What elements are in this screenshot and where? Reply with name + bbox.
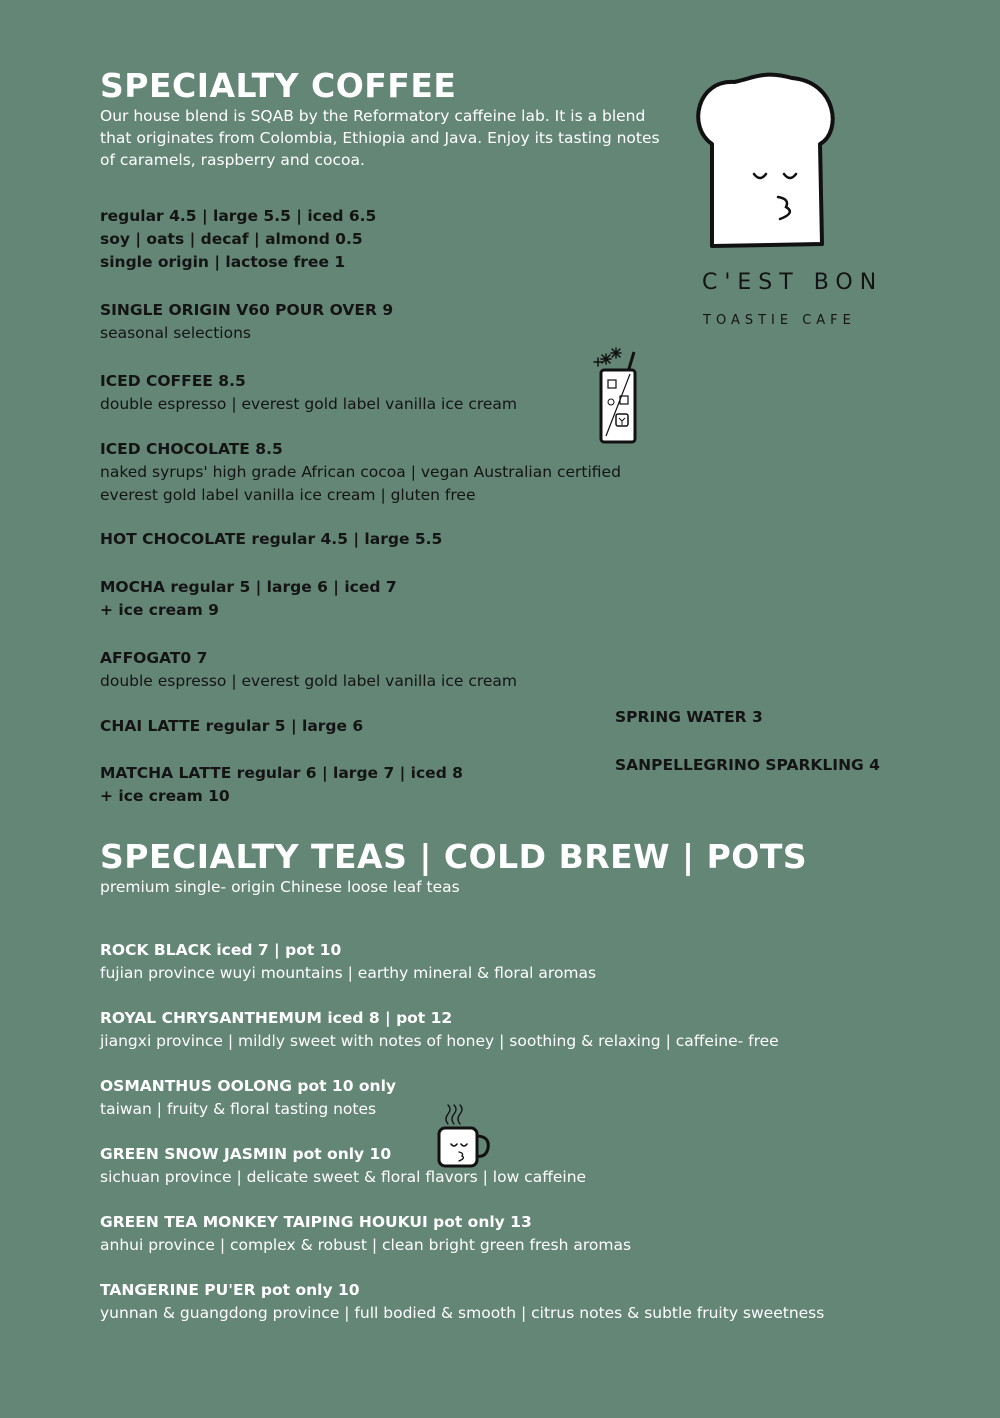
tea-item-name: OSMANTHUS OOLONG pot 10 only bbox=[100, 1077, 396, 1095]
menu-item-name: ICED COFFEE 8.5 bbox=[100, 372, 246, 390]
menu-item bbox=[100, 762, 463, 808]
coffee-intro: Our house blend is SQAB by the Reformatory caffeine lab. It is a blend that originates from Colombia, Ethiopia and Java. Enjoy its tasting notes of caramels, raspberry and cocoa. bbox=[100, 107, 660, 169]
tea-item-name: GREEN SNOW JASMIN pot only 10 bbox=[100, 1145, 392, 1163]
menu-item-extra: + ice cream 10 bbox=[100, 787, 230, 805]
menu-item bbox=[100, 528, 442, 551]
tea-item-desc: yunnan & guangdong province | full bodied & smooth | citrus notes & subtle fruity sweetness bbox=[100, 1304, 825, 1322]
menu-item-desc: naked syrups' high grade African cocoa | vegan Australian certified bbox=[100, 463, 621, 481]
tea-item bbox=[100, 1075, 396, 1121]
toast-face-icon bbox=[692, 72, 842, 256]
mug-face-icon bbox=[434, 1104, 492, 1174]
menu-item bbox=[100, 715, 363, 738]
tea-item-name: TANGERINE PU'ER pot only 10 bbox=[100, 1281, 360, 1299]
tea-item-name: GREEN TEA MONKEY TAIPING HOUKUI pot only 13 bbox=[100, 1213, 532, 1231]
menu-item-name: HOT CHOCOLATE regular 4.5 | large 5.5 bbox=[100, 530, 443, 548]
iced-drink-icon bbox=[592, 346, 644, 450]
tea-item-desc: jiangxi province | mildly sweet with notes of honey | soothing & relaxing | caffeine- free bbox=[100, 1032, 779, 1050]
coffee-title: SPECIALTY COFFEE bbox=[100, 66, 457, 105]
menu-item-desc: double espresso | everest gold label vanilla ice cream bbox=[100, 395, 518, 413]
tea-item-desc: fujian province wuyi mountains | earthy mineral & floral aromas bbox=[100, 964, 597, 982]
teas-subtitle: premium single- origin Chinese loose leaf teas bbox=[100, 878, 460, 896]
side-item: SPRING WATER 3 bbox=[615, 708, 763, 726]
side-item: SANPELLEGRINO SPARKLING 4 bbox=[615, 756, 880, 774]
menu-item bbox=[100, 299, 393, 345]
tea-item bbox=[100, 1007, 779, 1053]
menu-item-name: AFFOGAT0 7 bbox=[100, 649, 208, 667]
tea-item bbox=[100, 939, 596, 985]
tea-item-name: ROYAL CHRYSANTHEMUM iced 8 | pot 12 bbox=[100, 1009, 453, 1027]
tea-item bbox=[100, 1211, 631, 1257]
menu-item-name: MATCHA LATTE regular 6 | large 7 | iced 8 bbox=[100, 764, 463, 782]
menu-item-desc: seasonal selections bbox=[100, 324, 251, 342]
tea-item-desc: sichuan province | delicate sweet & floral flavors | low caffeine bbox=[100, 1168, 587, 1186]
tea-item bbox=[100, 1143, 586, 1189]
menu-item bbox=[100, 647, 517, 693]
coffee-pricing bbox=[100, 205, 376, 274]
menu-item bbox=[100, 576, 397, 622]
tea-item bbox=[100, 1279, 824, 1325]
tea-item-desc: anhui province | complex & robust | clean bright green fresh aromas bbox=[100, 1236, 632, 1254]
brand-subtitle: TOASTIE CAFE bbox=[703, 313, 856, 328]
menu-item-desc: double espresso | everest gold label vanilla ice cream bbox=[100, 672, 518, 690]
pricing-line: soy | oats | decaf | almond 0.5 bbox=[100, 230, 363, 248]
pricing-line: regular 4.5 | large 5.5 | iced 6.5 bbox=[100, 207, 377, 225]
menu-item-extra: + ice cream 9 bbox=[100, 601, 219, 619]
menu-item-name: SINGLE ORIGIN V60 POUR OVER 9 bbox=[100, 301, 394, 319]
brand-name: C'EST BON bbox=[702, 270, 884, 295]
menu-item bbox=[100, 438, 621, 507]
menu-item-name: MOCHA regular 5 | large 6 | iced 7 bbox=[100, 578, 397, 596]
pricing-line: single origin | lactose free 1 bbox=[100, 253, 346, 271]
menu-item-name: ICED CHOCOLATE 8.5 bbox=[100, 440, 283, 458]
tea-item-desc: taiwan | fruity & floral tasting notes bbox=[100, 1100, 377, 1118]
teas-title: SPECIALTY TEAS | COLD BREW | POTS bbox=[100, 837, 808, 876]
menu-item bbox=[100, 370, 517, 416]
tea-item-name: ROCK BLACK iced 7 | pot 10 bbox=[100, 941, 342, 959]
menu-item-name: CHAI LATTE regular 5 | large 6 bbox=[100, 717, 364, 735]
menu-item-desc: everest gold label vanilla ice cream | gluten free bbox=[100, 486, 476, 504]
